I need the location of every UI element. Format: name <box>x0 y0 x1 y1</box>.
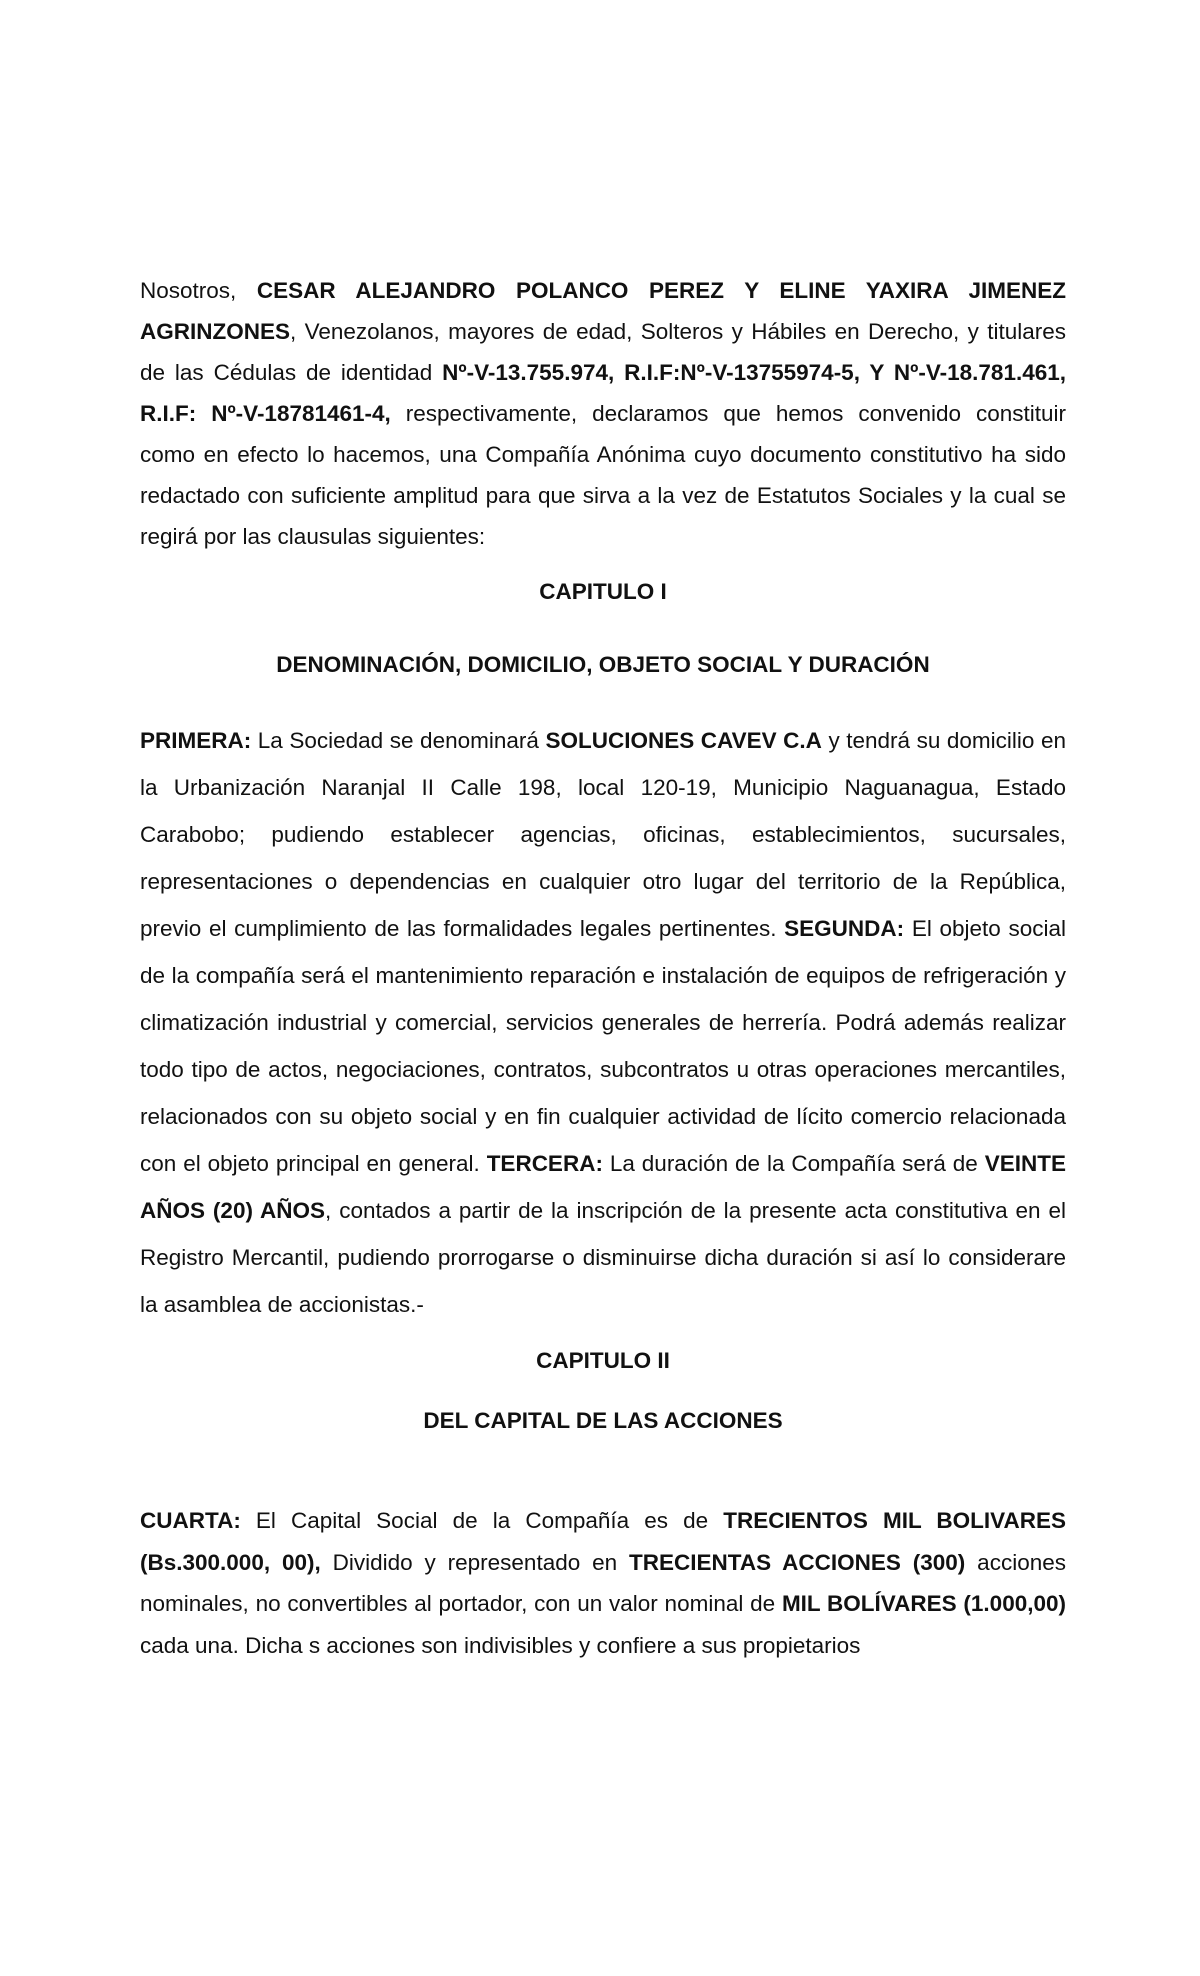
intro-text-2: , Venezolanos, mayores de edad, Solteros y Hábiles en Derecho, y titulares de las Cédulas de identidad <box>140 319 1066 385</box>
intro-text-3: respectivamente, declaramos que hemos convenido constituir como en efecto lo hacemos, una Compañía Anónima cuyo documento constitutivo ha sido redactado con suficiente amplitud para que sirva a la vez de Estatutos Sociales y la cual se regirá por las clausulas siguientes: <box>140 401 1067 549</box>
clause-cuarta-text-2: Dividido y representado en <box>320 1549 630 1575</box>
clause-segunda-text: El objeto social de la compañía será el mantenimiento reparación e instalación de equipos de refrigeración y climatización industrial y comercial, servicios generales de herrería. Podrá además realizar todo tipo de actos, negociaciones, contratos, subcontratos u otras operaciones mercantiles, relacionados con su objeto social y en fin cualquier actividad de lícito comercio relacionada con el objeto principal en general. <box>140 916 1066 1176</box>
clause-segunda-label: SEGUNDA: <box>784 916 905 941</box>
clause-cuarta-text-3: acciones nominales, no convertibles al portador, con un valor nominal de <box>140 1549 1066 1616</box>
clauses-1-3-paragraph <box>140 717 1066 1328</box>
chapter-1-label: CAPITULO I <box>539 579 667 604</box>
company-name: SOLUCIONES CAVEV C.A <box>545 728 822 753</box>
duration-value: VEINTE AÑOS (20) AÑOS <box>140 1151 1066 1223</box>
clause-primera-label: PRIMERA: <box>140 728 252 753</box>
clause-cuarta-label: CUARTA: <box>140 1508 241 1533</box>
identity-numbers: Nº-V-13.755.974, R.I.F:Nº-V-13755974-5, Y Nº-V-18.781.461, R.I.F: Nº-V-18781461-4, <box>140 360 1066 426</box>
clause-primera-text-2: y tendrá su domicilio en la Urbanización Naranjal II Calle 198, local 120-19, Municipio Naguanagua, Estado Carabobo; pudiendo establecer agencias, oficinas, establecimientos, sucursales, representaciones o dependencias en cualquier otro lugar del territorio de la República, previo el cumplimiento de las formalidades legales pertinentes. <box>140 728 1067 941</box>
chapter-1-title: DENOMINACIÓN, DOMICILIO, OBJETO SOCIAL Y DURACIÓN <box>276 652 930 677</box>
chapter-2-label: CAPITULO II <box>536 1348 670 1373</box>
clause-cuarta-text-1: El Capital Social de la Compañía es de <box>240 1508 724 1533</box>
nominal-value: MIL BOLÍVARES (1.000,00) <box>781 1591 1066 1616</box>
clause-tercera-text-1: La duración de la Compañía será de <box>602 1151 985 1176</box>
shares-count: TRECIENTAS ACCIONES (300) <box>629 1549 966 1575</box>
capital-amount: TRECIENTOS MIL BOLIVARES (Bs.300.000, 00), <box>140 1508 1066 1575</box>
clause-primera-text-1: La Sociedad se denominará <box>251 728 546 753</box>
clause-tercera-label: TERCERA: <box>486 1151 603 1176</box>
intro-text-1: Nosotros, <box>140 278 257 303</box>
document-page <box>140 270 1066 1666</box>
clause-cuarta-text-4: cada una. Dicha s acciones son indivisibles y confiere a sus propietarios <box>140 1632 861 1658</box>
chapter-2-title: DEL CAPITAL DE LAS ACCIONES <box>423 1408 783 1433</box>
intro-paragraph <box>140 270 1066 557</box>
clause-cuarta-paragraph <box>140 1500 1066 1666</box>
clause-tercera-text-2: , contados a partir de la inscripción de la presente acta constitutiva en el Registro Mercantil, pudiendo prorrogarse o disminuirse dicha duración si así lo considerare la asamblea de accionistas.- <box>140 1198 1066 1317</box>
founders-names: CESAR ALEJANDRO POLANCO PEREZ Y ELINE YAXIRA JIMENEZ AGRINZONES <box>140 278 1066 344</box>
